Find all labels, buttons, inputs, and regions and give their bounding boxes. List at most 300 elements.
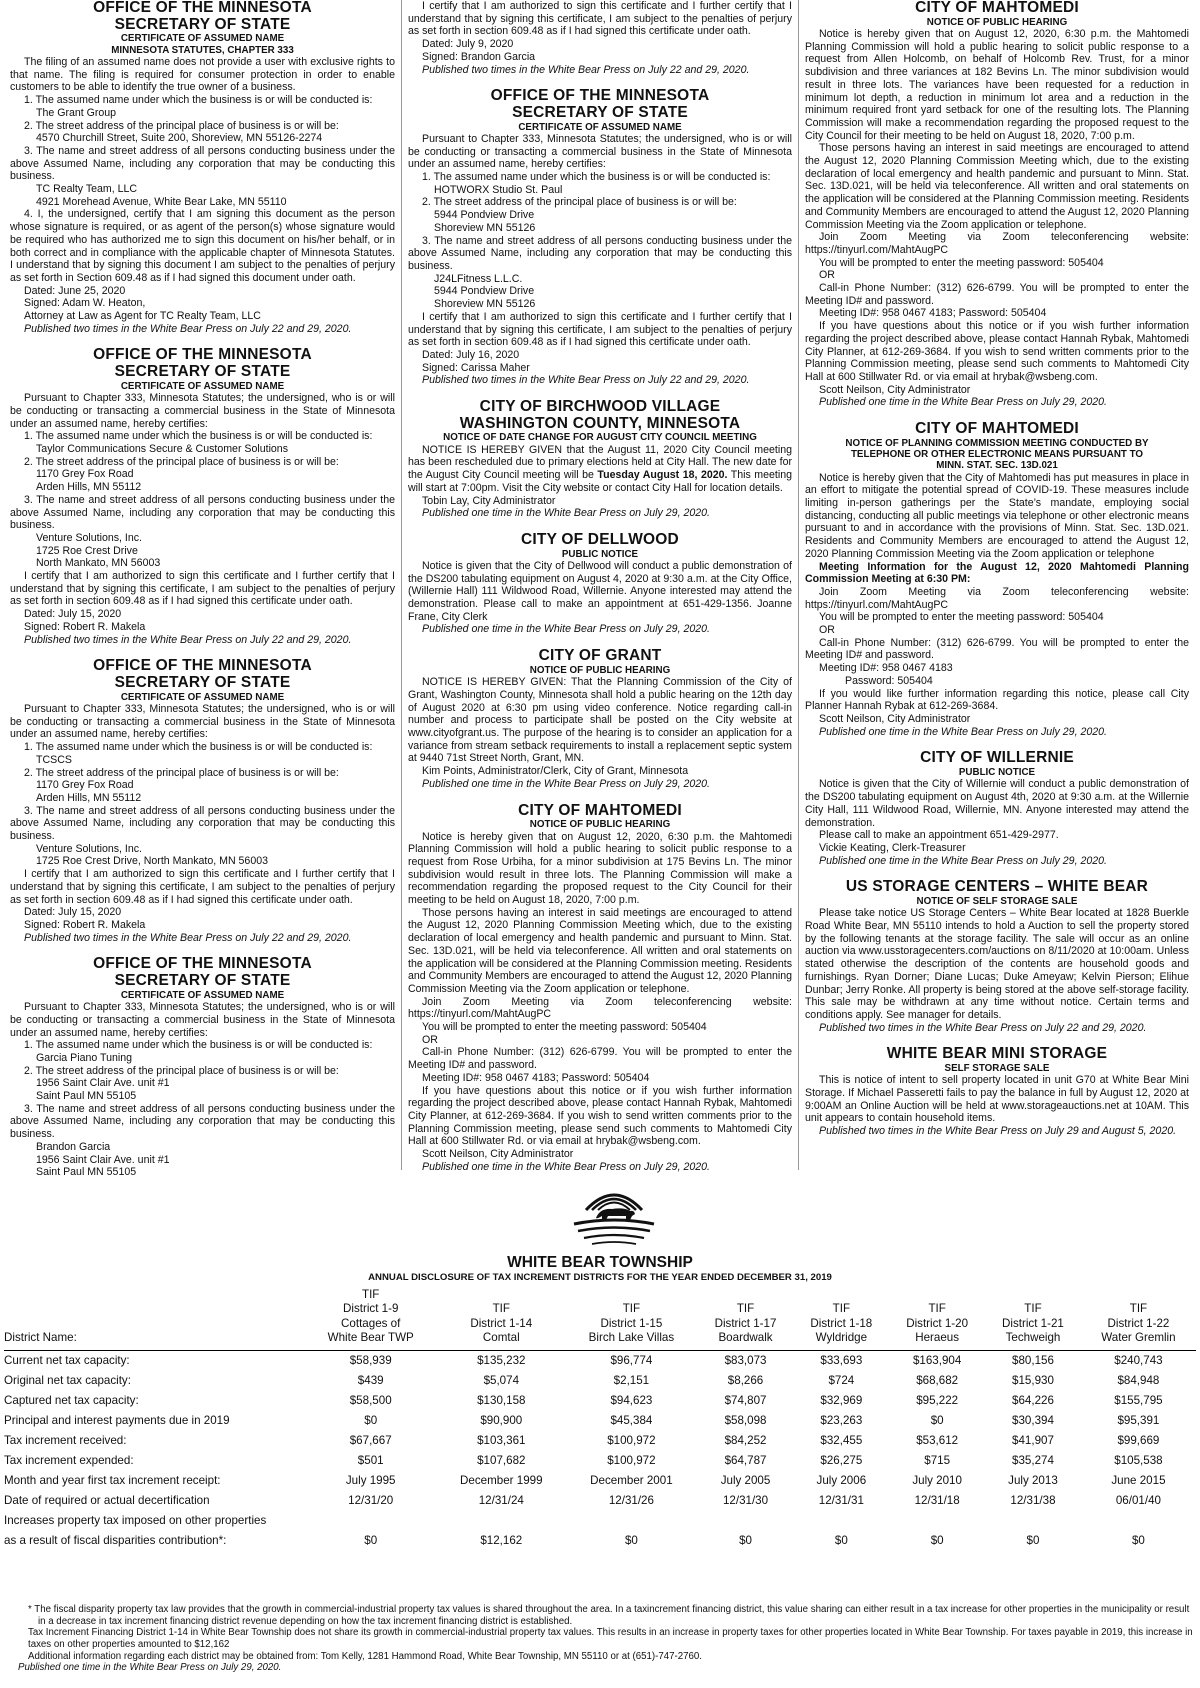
notice-text: Dated: June 25, 2020	[24, 284, 126, 297]
notice-title: US STORAGE CENTERS – WHITE BEAR	[845, 878, 1149, 896]
table-cell: $74,807	[724, 1393, 767, 1407]
publication-note: Published one time in the White Bear Press on July 29, 2020.	[819, 396, 1107, 409]
table-cell: $94,623	[610, 1393, 653, 1407]
table-cell: $0	[834, 1533, 848, 1547]
table-cell: 12/31/38	[1010, 1493, 1056, 1507]
notice-title-2: SECRETARY OF STATE	[114, 972, 291, 990]
notice-text: You will be prompted to enter the meeting password: 505404	[819, 611, 1104, 624]
notice-text: Pursuant to Chapter 333, Minnesota Statutes; the undersigned, who is or will be conducting or transacting a commercial business in the State of Minnesota under an assumed name, hereby certifies:	[408, 132, 792, 171]
notice-text: 1170 Grey Fox Road	[36, 468, 134, 481]
notice-text: The filing of an assumed name does not provide a user with exclusive rights to that name. The filing is required for consumer protection in order to enable customers to be able to identify the true owner of a business.	[10, 56, 395, 94]
notice-text: Taylor Communications Secure & Customer Solutions	[36, 443, 288, 456]
table-cell: $33,693	[820, 1354, 863, 1368]
table-cell: $58,098	[724, 1413, 767, 1427]
row-label: Month and year first tax increment receipt:	[4, 1473, 221, 1487]
district-header-line: District 1-14	[470, 1316, 533, 1330]
row-label: Increases property tax imposed on other properties	[4, 1513, 267, 1527]
notice-text: 3. The name and street address of all persons conducting business under the above Assumed Name, including any corporation that may be conducting this business.	[10, 493, 395, 532]
table-cell: $84,252	[724, 1433, 767, 1447]
district-header-line: District 1-20	[906, 1316, 969, 1330]
notice-text-part: This meeting will start at 7:00pm. Visit the City website or contact City Hall for location details.	[408, 469, 792, 494]
notice-title-2: SECRETARY OF STATE	[114, 363, 291, 381]
notice-text: J24LFitness L.L.C.	[434, 272, 523, 285]
notice-text: Join Zoom Meeting via Zoom teleconferencing website: https://tinyurl.com/MahtAugPC	[805, 585, 1189, 611]
notice-text: Signed: Brandon Garcia	[422, 50, 536, 63]
notice-text: 3. The name and street address of all persons conducting business under the above Assumed Name, including any corporation that may be conducting this business.	[10, 1102, 395, 1141]
notice-text: 3. The name and street address of all persons conducting business under the above Assumed Name, including any corporation that may be conducting this business.	[10, 144, 395, 183]
table-cell: $26,275	[820, 1453, 863, 1467]
district-column-header	[304, 1285, 437, 1350]
district-column-header	[1081, 1285, 1196, 1350]
notice-text: OR	[819, 269, 835, 282]
publication-note: Published one time in the White Bear Press on July 29, 2020.	[422, 507, 710, 520]
notice-text: I certify that I am authorized to sign this certificate and I further certify that I understand that by signing this certificate, I am subject to the penalties of perjury as set forth in section 609.48 as if I had signed this certificate under oath.	[10, 868, 395, 906]
township-footnotes	[4, 1604, 1196, 1674]
row-label: Tax increment expended:	[4, 1453, 134, 1467]
notice-text: Password: 505404	[845, 674, 933, 687]
notice-title: OFFICE OF THE MINNESOTA	[93, 657, 312, 675]
table-cell: $64,787	[724, 1453, 767, 1467]
table-cell: December 1999	[460, 1473, 543, 1487]
notice-text: Call-in Phone Number: (312) 626-6799. You will be prompted to enter the Meeting ID# and password.	[408, 1046, 792, 1072]
publication-note: Published one time in the White Bear Press on July 29, 2020.	[819, 725, 1107, 738]
publication-note: Published one time in the White Bear Press on July 29, 2020.	[422, 1160, 710, 1173]
table-cell: $715	[924, 1453, 951, 1467]
notice-text: Signed: Carissa Maher	[422, 361, 530, 374]
notice-text: HOTWORX Studio St. Paul	[434, 183, 563, 196]
district-header-line: Cottages of	[341, 1316, 401, 1330]
contact-footnote: Additional information regarding each district may be obtained from: Tom Kelly, 1281 Hammond Road, White Bear Township, MN 55110 or at (651)-747-2760.	[28, 1650, 702, 1662]
notice-title-2: SECRETARY OF STATE	[512, 103, 688, 121]
notice-subtitle: NOTICE OF DATE CHANGE FOR AUGUST CITY COUNCIL MEETING	[443, 432, 757, 444]
notice-title-2: WASHINGTON COUNTY, MINNESOTA	[459, 414, 741, 432]
notice-text: 5944 Pondview Drive	[434, 285, 535, 298]
table-cell: $23,263	[820, 1413, 863, 1427]
row-label: Captured net tax capacity:	[4, 1393, 139, 1407]
notice-subtitle: NOTICE OF PUBLIC HEARING	[529, 664, 671, 676]
notice-text: Dated: July 15, 2020	[24, 608, 122, 621]
notice-text: Venture Solutions, Inc.	[36, 531, 143, 544]
notice-title: CITY OF MAHTOMEDI	[518, 801, 682, 819]
district-header-line: District 1-22	[1107, 1316, 1170, 1330]
notice-tcscs	[10, 658, 395, 944]
notice-mahtomedi-electronic-meeting	[805, 421, 1189, 738]
fiscal-disparity-footnote: * The fiscal disparity property tax law provides that the growth in commercial-industrial property tax values is shared throughout the area. In a taxincrement financing district, this value sharing can either result in a tax increase for other properties in the municipality or result in a decrease in tax increment financing district revenue depending on how the tax increment financing district is established.	[28, 1604, 1190, 1627]
notice-text: Meeting ID#: 958 0467 4183	[819, 662, 953, 675]
table-cell: $107,682	[477, 1453, 526, 1467]
notice-text: 2. The street address of the principal place of business is or will be:	[24, 1064, 339, 1077]
table-cell: 12/31/18	[914, 1493, 960, 1507]
notice-text: Meeting ID#: 958 0467 4183; Password: 505404	[819, 307, 1047, 320]
notice-garcia-piano-tuning	[10, 956, 395, 1179]
publication-note: Published one time in the White Bear Press on July 29, 2020.	[18, 1662, 282, 1674]
table-row	[4, 1490, 1196, 1510]
notice-text: Venture Solutions, Inc.	[36, 842, 143, 855]
district-header-line: Birch Lake Villas	[588, 1331, 675, 1345]
row-label: Date of required or actual decertification	[4, 1493, 210, 1507]
row-label: Tax increment received:	[4, 1433, 127, 1447]
district-column-header	[565, 1285, 697, 1350]
notice-subtitle: NOTICE OF PUBLIC HEARING	[926, 16, 1068, 28]
notice-text: 1. The assumed name under which the business is or will be conducted is:	[24, 94, 373, 107]
table-cell: $501	[357, 1453, 384, 1467]
notice-text: Call-in Phone Number: (312) 626-6799. You will be prompted to enter the Meeting ID# and password.	[805, 282, 1189, 307]
table-cell: $80,156	[1012, 1354, 1054, 1368]
district-header-line: TIF	[622, 1302, 641, 1316]
district-header-line: TIF	[492, 1302, 510, 1316]
notice-text: 2. The street address of the principal place of business is or will be:	[422, 196, 737, 209]
publication-note: Published one time in the White Bear Press on July 29, 2020.	[819, 854, 1107, 867]
table-row	[4, 1430, 1196, 1450]
notice-text: 1170 Grey Fox Road	[36, 779, 134, 792]
notice-text: 1. The assumed name under which the business is or will be conducted is:	[422, 171, 771, 184]
table-cell: December 2001	[590, 1473, 673, 1487]
notice-subtitle-2: TELEPHONE OR OTHER ELECTRONIC MEANS PURSUANT TO	[850, 449, 1144, 461]
notice-text-bold	[805, 561, 1189, 586]
notice-dellwood	[408, 532, 792, 636]
table-cell: $0	[364, 1533, 378, 1547]
table-cell: $2,151	[613, 1373, 650, 1387]
notice-text: 3. The name and street address of all persons conducting business under the above Assumed Name, including any corporation that may be conducting this business.	[10, 804, 395, 843]
district-header-line: District 1-18	[810, 1316, 873, 1330]
table-cell: $0	[1026, 1533, 1040, 1547]
table-cell: $53,612	[916, 1433, 959, 1447]
notice-text: Kim Points, Administrator/Clerk, City of Grant, Minnesota	[422, 765, 689, 778]
notice-text: 1. The assumed name under which the business is or will be conducted is:	[24, 741, 373, 754]
notice-text: Attorney at Law as Agent for TC Realty Team, LLC	[24, 310, 261, 323]
notice-text: You will be prompted to enter the meeting password: 505404	[422, 1021, 707, 1034]
notice-text: Shoreview MN 55126	[434, 221, 536, 234]
table-cell: $135,232	[477, 1354, 526, 1368]
notice-text: Saint Paul MN 55105	[36, 1090, 137, 1103]
notice-text: OR	[422, 1033, 438, 1046]
table-cell: July 2013	[1008, 1473, 1058, 1487]
notice-subtitle: CERTIFICATE OF ASSUMED NAME	[518, 121, 682, 133]
notice-text: 1. The assumed name under which the business is or will be conducted is:	[24, 430, 373, 443]
notice-mahtomedi-urbiha	[408, 803, 792, 1174]
notice-text: TC Realty Team, LLC	[36, 183, 138, 196]
notice-text: 2. The street address of the principal place of business is or will be:	[24, 766, 339, 779]
notice-subtitle: NOTICE OF PLANNING COMMISSION MEETING CONDUCTED BY	[845, 437, 1149, 449]
notice-title: CITY OF GRANT	[538, 647, 662, 665]
table-cell: $95,391	[1117, 1413, 1160, 1427]
notice-text: Call-in Phone Number: (312) 626-6799. You will be prompted to enter the Meeting ID# and password.	[805, 636, 1189, 662]
publication-note: Published one time in the White Bear Press on July 29, 2020.	[422, 777, 710, 790]
district-column-header	[793, 1285, 889, 1350]
notice-text	[408, 444, 792, 495]
notice-text: OR	[819, 624, 835, 637]
notice-text: Signed: Robert R. Makela	[24, 918, 146, 931]
notice-text: Scott Neilson, City Administrator	[819, 712, 971, 725]
notice-text: I certify that I am authorized to sign this certificate and I further certify that I understand that by signing this certificate, I am subject to the penalties of perjury as set forth in section 609.48 as if I had signed this certificate under oath.	[408, 0, 792, 38]
notice-text: If you have questions about this notice or if you wish further information regarding the project described above, please contact Hannah Rybak, Mahtomedi City Planner, at 612-269-3684. If you wish to send written comments prior to the Planning Commission meeting, please send such comments to Mahtomedi City Hall at 600 Stillwater Rd. or via email at hrybak@wsbeng.com.	[805, 320, 1189, 383]
notice-text: Notice is given that the City of Dellwood will conduct a public demonstration of the DS200 tabulating equipment on August 4, 2020 at 9:30 a.m. at the City Office, (Willernie Hall) 111 Wildwood Road, Willernie. Anyone interested may attend the demonstration. Please call to make an appointment at 651-429-1356. Joanne Frane, City Clerk	[408, 559, 792, 623]
notice-willernie	[805, 750, 1189, 867]
table-cell: 12/31/20	[348, 1493, 394, 1507]
table-cell: $83,073	[724, 1354, 767, 1368]
notice-text: 4. I, the undersigned, certify that I am signing this document as the person whose signature is required, or as agent of the person(s) whose signature would be required who has authorized me to sign this document on his/her behalf, or in both correct and in compliance with the applicable chapter of Minnesota Statutes. I understand that by signing this document I am subject to the penalties of perjury as set forth in Section 609.48 as if I had signed this document under oath.	[10, 208, 395, 284]
notice-text: Please take notice US Storage Centers – White Bear located at 1828 Buerkle Road White Bear, MN 55110 intends to hold a Auction to sell the property stored by the following tenants at the storage facility. The sale will occur as an online auction via www.usstoragecenters.com/auctions on 8/11/2020 at 10:00am. Unless stated otherwise the description of the contents are household goods and furnishings. Ryan Dorner; Diane Lucas; Duke Ameyaw; Kelvin Pierson; Elihue Dunbar; Jerry Ronke. All property is being stored at the above self-storage facility. This sale may be withdrawn at any time without notice. Certain terms and conditions apply. See manager for details.	[805, 907, 1189, 1021]
district-header-line: Heraeus	[915, 1331, 960, 1345]
notice-text: Please call to make an appointment 651-429-2977.	[819, 829, 1059, 842]
row-label: Principal and interest payments due in 2019	[4, 1413, 230, 1427]
notice-title: OFFICE OF THE MINNESOTA	[93, 955, 312, 973]
notice-text: Scott Neilson, City Administrator	[422, 1148, 574, 1161]
notice-text: 2. The street address of the principal place of business is or will be:	[24, 119, 339, 132]
table-cell: $32,969	[820, 1393, 863, 1407]
table-cell: $84,948	[1117, 1373, 1160, 1387]
notice-text: Shoreview MN 55126	[434, 298, 536, 311]
table-cell: $41,907	[1012, 1433, 1054, 1447]
table-cell: $35,274	[1012, 1453, 1054, 1467]
table-cell: $99,669	[1117, 1433, 1160, 1447]
table-cell: 12/31/26	[608, 1493, 654, 1507]
notice-text: 1725 Roe Crest Drive, North Mankato, MN 56003	[36, 855, 268, 868]
notice-text: Those persons having an interest in said meetings are encouraged to attend the August 12, 2020 Planning Commission Meeting which, due to the existing declaration of local emergency and health pandemic and pursuant to Minn. Stat. Sec. 13D.021, will be held via teleconference. All written and oral statements on the application will be considered at the Planning Commission meeting. Residents and Community Members are encouraged to attend the August 12, 2020 Planning Commission Meeting via the Zoom application or telephone.	[805, 142, 1189, 231]
table-row	[4, 1450, 1196, 1470]
district-column-header	[985, 1285, 1081, 1350]
notice-text: Notice is given that the City of Willernie will conduct a public demonstration of the DS200 tabulating equipment on August 4th, 2020 at 9:30 a.m. at the Willernie City Hall, 111 Wildwood Road, Willernie, MN. Anyone interested may attend the demonstration.	[805, 778, 1189, 829]
table-cell: $68,682	[916, 1373, 959, 1387]
table-cell: $58,939	[349, 1354, 392, 1368]
notice-text: North Mankato, MN 56003	[36, 557, 161, 570]
table-cell: $90,900	[480, 1413, 523, 1427]
district-header-line: White Bear TWP	[327, 1331, 414, 1345]
notice-text: NOTICE IS HEREBY GIVEN: That the Planning Commission of the City of Grant, Washington County, Minnesota shall hold a public hearing on the 12th day of August 2020 at 6:30 pm using video conference. Notice regarding call-in number and process to participate shall be posted on the City website at www.cityofgrant.us. The purpose of the hearing is to consider an application for a variance from stream setback requirements to install a replacement septic system at 9440 71st Street North, Grant, MN.	[408, 676, 792, 765]
publication-note: Published two times in the White Bear Press on July 22 and 29, 2020.	[819, 1021, 1147, 1034]
table-cell: $240,743	[1114, 1354, 1163, 1368]
notice-text: I certify that I am authorized to sign this certificate and I further certify that I understand that by signing this certificate, I am subject to the penalties of perjury as set forth in section 609.48 as if I had signed this certificate under oath.	[408, 310, 792, 349]
table-cell: $100,972	[607, 1433, 656, 1447]
notice-text: Dated: July 9, 2020	[422, 38, 514, 51]
tif-table-body	[4, 1285, 1196, 1550]
notice-title: CITY OF DELLWOOD	[521, 530, 679, 548]
notice-hotworx	[408, 88, 792, 387]
township-subtitle: ANNUAL DISCLOSURE OF TAX INCREMENT DISTRICTS FOR THE YEAR ENDED DECEMBER 31, 2019	[368, 1272, 832, 1283]
notice-garcia-continued	[408, 0, 792, 76]
table-cell: $0	[624, 1533, 638, 1547]
table-cell: 12/31/24	[478, 1493, 524, 1507]
notice-title: OFFICE OF THE MINNESOTA	[93, 346, 312, 364]
notice-text: 1956 Saint Clair Ave. unit #1	[36, 1153, 170, 1166]
publication-note: Published two times in the White Bear Press on July 22 and 29, 2020.	[422, 63, 750, 76]
notice-text: Notice is hereby given that on August 12, 2020, 6:30 p.m. the Mahtomedi Planning Commission will hold a public hearing to solicit public response to a request from Rose Urbiha, for a minor subdivision at 175 Bevins Ln. The minor subdivision would result in three lots. The Planning Commission will make a recommendation regarding the proposed request to the City Council for their meeting to be held on August 18, 2020, 7:00 p.m.	[408, 830, 792, 907]
notice-text: 2. The street address of the principal place of business is or will be:	[24, 455, 339, 468]
publication-note: Published two times in the White Bear Press on July 22 and 29, 2020.	[422, 374, 750, 387]
notice-subtitle-2: MINNESOTA STATUTES, CHAPTER 333	[111, 44, 294, 56]
table-cell: 12/31/31	[818, 1493, 864, 1507]
notice-us-storage-centers	[805, 879, 1189, 1034]
table-cell: July 1995	[345, 1473, 396, 1487]
table-cell: $155,795	[1114, 1393, 1163, 1407]
notice-text: Join Zoom Meeting via Zoom teleconferencing website: https://tinyurl.com/MahtAugPC	[408, 995, 792, 1021]
meeting-date-emphasis: Tuesday August 18, 2020.	[597, 469, 728, 482]
table-cell: $439	[357, 1373, 384, 1387]
notice-text: If you have questions about this notice or if you wish further information regarding the project described above, please contact Hannah Rybak, Mahtomedi City Planner, at 612-269-3684. If you wish to send written comments prior to the Planning Commission meeting, please send such comments to Mahtomedi City Hall at 600 Stillwater Rd. or via email at hrybak@wsbeng.com.	[408, 1084, 792, 1148]
publication-note: Published one time in the White Bear Press on July 29, 2020.	[422, 623, 710, 636]
publication-note: Published two times in the White Bear Press on July 29 and August 5, 2020.	[819, 1125, 1177, 1138]
notice-text: Brandon Garcia	[36, 1140, 111, 1153]
table-cell: 06/01/40	[1115, 1493, 1161, 1507]
notice-title: CITY OF WILLERNIE	[920, 749, 1074, 767]
table-cell: $0	[930, 1533, 944, 1547]
notice-text: 5944 Pondview Drive	[434, 209, 535, 222]
notice-text: Those persons having an interest in said meetings are encouraged to attend the August 12, 2020 Planning Commission Meeting which, due to the existing declaration of local emergency and health pandemic and pursuant to Minn. Stat. Sec. 13D.021, will be held via teleconference. All written and oral statements on the application will be considered at the Planning Commission meeting. Residents and Community Members are encouraged to attend the August 12, 2020 Planning Commission Meeting via the Zoom application or telephone.	[408, 906, 792, 995]
tif-1-14-footnote: Tax Increment Financing District 1-14 in White Bear Township does not share its growth in commercial-industrial property tax values. This results in an increase in property taxes for other properties located in White Bear Township. For taxes payable in 2019, this increase in taxes on other properties amounted to $12,162	[28, 1627, 1193, 1650]
notice-text: 3. The name and street address of all persons conducting business under the above Assumed Name, including any corporation that may be conducting this business.	[408, 234, 792, 272]
column-1	[4, 0, 401, 1179]
table-row	[4, 1510, 1196, 1530]
notice-text: Tobin Lay, City Administrator	[422, 494, 556, 507]
table-cell: $58,500	[349, 1393, 392, 1407]
row-label: Original net tax capacity:	[4, 1373, 131, 1387]
table-cell: $45,384	[610, 1413, 653, 1427]
notice-title-2: SECRETARY OF STATE	[114, 674, 291, 691]
table-row	[4, 1390, 1196, 1410]
row-label: as a result of fiscal disparities contribution*:	[4, 1533, 227, 1547]
notice-subtitle: CERTIFICATE OF ASSUMED NAME	[120, 380, 285, 392]
district-header-line: Comtal	[482, 1331, 520, 1345]
table-cell: $0	[364, 1413, 378, 1427]
district-header-line: TIF	[832, 1302, 851, 1316]
notice-subtitle: SELF STORAGE SALE	[944, 1063, 1050, 1075]
notice-subtitle: PUBLIC NOTICE	[561, 548, 639, 560]
notice-subtitle: CERTIFICATE OF ASSUMED NAME	[120, 33, 285, 45]
notice-subtitle: NOTICE OF SELF STORAGE SALE	[916, 896, 1078, 908]
district-header-line: Boardwalk	[718, 1331, 773, 1345]
notice-text: Garcia Piano Tuning	[36, 1051, 132, 1064]
legal-notices-columns	[4, 0, 1196, 1179]
notice-title: WHITE BEAR MINI STORAGE	[886, 1045, 1108, 1063]
notice-text: Dated: July 16, 2020	[422, 348, 520, 361]
table-cell: $15,930	[1012, 1373, 1054, 1387]
notice-white-bear-mini-storage	[805, 1046, 1189, 1138]
white-bear-township-logo-icon	[568, 1180, 660, 1250]
publication-note: Published two times in the White Bear Press on July 22 and 29, 2020.	[24, 931, 352, 944]
notice-text: 1725 Roe Crest Drive	[36, 544, 138, 557]
notice-title: CITY OF MAHTOMEDI	[915, 420, 1079, 438]
table-cell: $5,074	[483, 1373, 520, 1387]
notice-birchwood-village	[408, 399, 792, 520]
district-header-line: TIF	[1129, 1302, 1148, 1316]
table-row	[4, 1350, 1196, 1370]
notice-title: CITY OF BIRCHWOOD VILLAGE	[479, 398, 721, 416]
table-cell: $163,904	[912, 1354, 962, 1368]
notice-text: Pursuant to Chapter 333, Minnesota Statutes; the undersigned, who is or will be conducting or transacting a commercial business in the State of Minnesota under an assumed name, hereby certifies:	[10, 703, 395, 741]
table-cell: $105,538	[1114, 1453, 1163, 1467]
notice-text: Arden Hills, MN 55112	[36, 481, 142, 494]
column-3	[798, 0, 1195, 1170]
table-cell: $32,455	[820, 1433, 863, 1447]
table-cell: 12/31/30	[722, 1493, 769, 1507]
publication-note: Published two times in the White Bear Press on July 22 and 29, 2020.	[24, 322, 352, 335]
notice-subtitle: CERTIFICATE OF ASSUMED NAME	[120, 989, 285, 1001]
district-header-line: District 1-17	[714, 1316, 777, 1330]
notice-text: Pursuant to Chapter 333, Minnesota Statutes; the undersigned, who is or will be conducting or transacting a commercial business in the State of Minnesota under an assumed name, hereby certifies:	[10, 1001, 395, 1039]
table-cell: $96,774	[610, 1354, 653, 1368]
notice-text: Notice is hereby given that the City of Mahtomedi has put measures in place in an effort to mitigate the potential spread of COVID-19. These measures include limiting in-person gatherings per the State’s mandate, employing social distancing, conducting all public meetings via telephone or other electronic means pursuant to and in accordance with the provisions of Minn. Stat. Sec. 13D.021. Residents and Community Members are encouraged to attend the August 12, 2020 Planning Commission Meeting via the Zoom application or telephone	[805, 471, 1189, 560]
notice-text: Join Zoom Meeting via Zoom teleconferencing website: https://tinyurl.com/MahtAugPC	[805, 231, 1189, 256]
notice-text: Scott Neilson, City Administrator	[819, 383, 971, 396]
notice-grant-group	[10, 0, 395, 335]
column-2	[401, 0, 798, 1173]
notice-subtitle-3: MINN. STAT. SEC. 13D.021	[936, 460, 1058, 472]
notice-text: 4921 Morehead Avenue, White Bear Lake, MN 55110	[36, 195, 287, 208]
notice-text: TCSCS	[36, 753, 72, 766]
notice-title-2: SECRETARY OF STATE	[114, 15, 291, 33]
table-cell: $130,158	[477, 1393, 526, 1407]
table-cell: $0	[739, 1533, 752, 1547]
notice-subtitle: PUBLIC NOTICE	[958, 767, 1036, 779]
notice-taylor-communications	[10, 347, 395, 646]
table-row	[4, 1370, 1196, 1390]
district-header-line: Water Gremlin	[1101, 1331, 1176, 1345]
district-header-line: Wyldridge	[815, 1331, 868, 1345]
district-header-line: TIF	[928, 1302, 946, 1316]
table-row	[4, 1530, 1196, 1550]
notice-text: The Grant Group	[36, 106, 117, 119]
notice-text: Vickie Keating, Clerk-Treasurer	[819, 841, 966, 854]
district-column-header	[698, 1285, 794, 1350]
notice-title: OFFICE OF THE MINNESOTA	[490, 87, 710, 105]
district-header-line: District 1-21	[1002, 1316, 1064, 1330]
notice-text: Saint Paul MN 55105	[36, 1166, 137, 1179]
table-cell: July 2005	[720, 1473, 771, 1487]
table-cell: June 2015	[1111, 1473, 1166, 1487]
row-label: Current net tax capacity:	[4, 1354, 130, 1368]
notice-text: Notice is hereby given that on August 12, 2020, 6:30 p.m. the Mahtomedi Planning Commission will hold a public hearing to solicit public response to a request from Allen Holcomb, on behalf of Holcomb Rev. Trust, for a minor subdivision and three variances at 182 Bevins Ln. The minor subdivision would result in three lots. The variances have been requested for a reduction in minimum lot depth, a reduction in minimum lot area and a reduction in the minimum required front yard setback for one of the resulting lots. The Planning Commission will make a recommendation regarding the proposed request to the City Council for their meeting to be held on August 18, 2020, 7:00 p.m.	[805, 28, 1189, 142]
notice-title: CITY OF MAHTOMEDI	[915, 0, 1079, 16]
notice-subtitle: NOTICE OF PUBLIC HEARING	[529, 819, 671, 831]
township-title: WHITE BEAR TOWNSHIP	[507, 1254, 693, 1271]
table-cell: $64,226	[1012, 1393, 1054, 1407]
district-header-line: District 1-9	[343, 1302, 399, 1316]
notice-text: I certify that I am authorized to sign this certificate and I further certify that I understand that by signing this certificate, I am subject to the penalties of perjury as set forth in section 609.48 as if I had signed this certificate under oath.	[10, 570, 395, 608]
notice-text: You will be prompted to enter the meeting password: 505404	[819, 256, 1104, 269]
table-cell: $103,361	[477, 1433, 526, 1447]
district-header-line: District 1-15	[600, 1316, 663, 1330]
publication-note: Published two times in the White Bear Press on July 22 and 29, 2020.	[24, 633, 352, 646]
notice-subtitle: CERTIFICATE OF ASSUMED NAME	[120, 691, 285, 703]
notice-title: OFFICE OF THE MINNESOTA	[93, 0, 312, 16]
district-name-label: District Name:	[4, 1285, 304, 1350]
table-cell: $8,266	[727, 1373, 764, 1387]
district-header-line: Techweigh	[1005, 1331, 1061, 1345]
notice-text: Meeting ID#: 958 0467 4183; Password: 505404	[422, 1071, 650, 1084]
district-column-header	[437, 1285, 565, 1350]
table-cell: $0	[1131, 1533, 1145, 1547]
district-column-header	[889, 1285, 985, 1350]
table-cell: $724	[828, 1373, 855, 1387]
notice-text: This is notice of intent to sell property located in unit G70 at White Bear Mini Storage. If Michael Passeretti fails to pay the balance in full by August 12, 2020 at 9:00AM an Online Auction will be held at www.storageauctions.net at 10AM. This unit appears to contain household items.	[805, 1074, 1189, 1125]
township-disclosure	[0, 1172, 1200, 1688]
table-row	[4, 1410, 1196, 1430]
notice-text: Dated: July 15, 2020	[24, 906, 122, 919]
table-header-row	[4, 1285, 1196, 1350]
notice-text: Signed: Adam W. Heaton,	[24, 297, 146, 310]
meeting-info-heading: Meeting Information for the August 12, 2020 Mahtomedi Planning Commission Meeting at 6:30 PM:	[805, 560, 1189, 586]
notice-mahtomedi-holcomb	[805, 0, 1189, 409]
notice-grant	[408, 648, 792, 790]
table-cell: $100,972	[607, 1453, 656, 1467]
district-header-line: TIF	[362, 1288, 380, 1301]
notice-text: 1956 Saint Clair Ave. unit #1	[36, 1077, 170, 1090]
table-cell: $67,667	[349, 1433, 392, 1447]
table-cell: $0	[930, 1413, 944, 1427]
district-header-line: TIF	[736, 1302, 755, 1316]
district-header-line: TIF	[1024, 1302, 1042, 1316]
notice-text: 1. The assumed name under which the business is or will be conducted is:	[24, 1039, 373, 1052]
